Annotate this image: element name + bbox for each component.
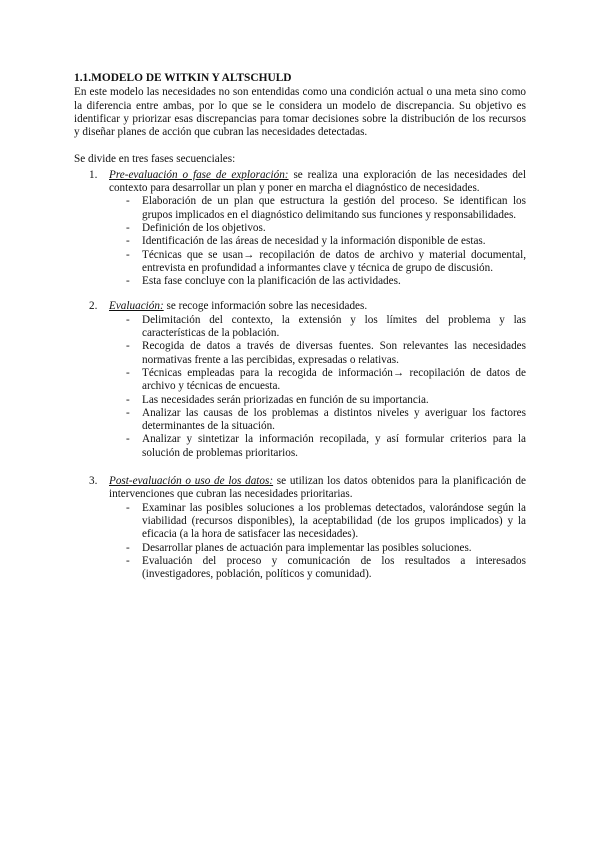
list-item: [126, 340, 526, 367]
list-item: [126, 554, 526, 582]
list-item: [126, 235, 526, 248]
phase-number: 1.: [89, 168, 98, 181]
list-item-text: Evaluación del proceso y comunicación de los resultados a interesados (investigadores, población, políticos y comunidad).: [142, 554, 526, 581]
list-item-text: Analizar y sintetizar la información recopilada, y así formular criterios para la solución de problemas prioritarios.: [142, 433, 526, 459]
list-item: [126, 366, 526, 394]
bullet-dash: -: [126, 248, 130, 261]
list-item: [126, 541, 526, 555]
intro-paragraph: En este modelo las necesidades no son entendidas como una condición actual o una meta sino como la diferencia entre ambas, por lo que se le considera un modelo de discrepancia. Su objetivo es identificar y priorizar esas discrepancias para tomar decisiones sobre la distribución de los recursos y diseñar planes de acción que cubran las necesidades detectadas.: [74, 86, 526, 139]
bullet-dash: -: [126, 221, 130, 234]
list-item: [126, 406, 526, 434]
list-item-text: Esta fase concluye con la planificación de las actividades.: [142, 275, 401, 288]
phase-3-list: [109, 502, 526, 582]
list-item-text: Examinar las posibles soluciones a los problemas detectados, valorándose según la viabilidad (recursos disponibles), la aceptabilidad (de los grupos implicados) y la eficacia (a la hora de satisfacer las necesidades).: [142, 501, 526, 541]
list-item: [126, 275, 526, 288]
bullet-dash: -: [126, 554, 130, 567]
list-item: [126, 248, 526, 276]
list-item: [126, 221, 526, 235]
phases-intro: Se divide en tres fases secuenciales:: [74, 153, 236, 166]
phase-2-list: [109, 314, 526, 460]
phase-1-list: [109, 195, 526, 288]
list-item-text: Recogida de datos a través de diversas fuentes. Son relevantes las necesidades normativas frente a las percibidas, expresadas o relativas.: [142, 340, 526, 366]
list-item-text: Elaboración de un plan que estructura la gestión del proceso. Se identifican los grupos implicados en el diagnóstico delimitando sus funciones y responsabilidades.: [142, 195, 526, 221]
list-item: [126, 501, 526, 542]
bullet-dash: -: [126, 433, 130, 446]
bullet-dash: -: [126, 393, 130, 406]
document-content: [74, 72, 526, 581]
list-item-text: Técnicas que se usan→ recopilación de datos de archivo y material documental, entrevista en profundidad a informantes clave y técnica de grupo de discusión.: [142, 248, 526, 274]
phase-3: [89, 475, 526, 581]
bullet-dash: -: [126, 235, 130, 248]
list-item: [126, 195, 526, 222]
bullet-dash: -: [126, 313, 130, 326]
list-item-text: Analizar las causas de los problemas a distintos niveles y averiguar los factores determinantes de la situación.: [142, 406, 526, 433]
list-item-text: Desarrollar planes de actuación para implementar las posibles soluciones.: [142, 541, 472, 554]
list-item-text: Técnicas empleadas para la recogida de información→ recopilación de datos de archivo y técnicas de encuesta.: [142, 366, 526, 393]
phase-number: 3.: [89, 475, 98, 488]
list-item-text: Definición de los objetivos.: [142, 221, 266, 234]
list-item: [126, 393, 526, 407]
phase-2: [89, 300, 526, 460]
phase-1: [89, 168, 526, 289]
list-item-text: Delimitación del contexto, la extensión y los límites del problema y las características de la población.: [142, 313, 526, 340]
phase-description: se realiza una exploración de las necesidades del contexto para desarrollar un plan y poner en marcha el diagnóstico de necesidades.: [109, 168, 526, 195]
bullet-dash: -: [126, 406, 130, 419]
bullet-dash: -: [126, 195, 130, 208]
phase-description: se recoge información sobre las necesidades.: [163, 300, 368, 313]
list-item-text: Las necesidades serán priorizadas en función de su importancia.: [142, 393, 429, 406]
phase-title: Pre-evaluación o fase de exploración:: [109, 168, 289, 181]
list-item-text: Identificación de las áreas de necesidad y la información disponible de estas.: [142, 235, 486, 248]
bullet-dash: -: [126, 541, 130, 554]
section-heading: 1.1.MODELO DE WITKIN Y ALTSCHULD: [74, 72, 292, 84]
phase-number: 2.: [89, 300, 98, 313]
list-item: [126, 433, 526, 460]
list-item: [126, 313, 526, 341]
phase-description: se utilizan los datos obtenidos para la planificación de intervenciones que cubran las necesidades prioritarias.: [109, 475, 526, 501]
bullet-dash: -: [126, 366, 130, 379]
bullet-dash: -: [126, 340, 130, 353]
phase-title: Evaluación:: [109, 300, 164, 313]
phase-title: Post-evaluación o uso de los datos:: [109, 475, 274, 488]
bullet-dash: -: [126, 275, 130, 288]
bullet-dash: -: [126, 501, 130, 514]
